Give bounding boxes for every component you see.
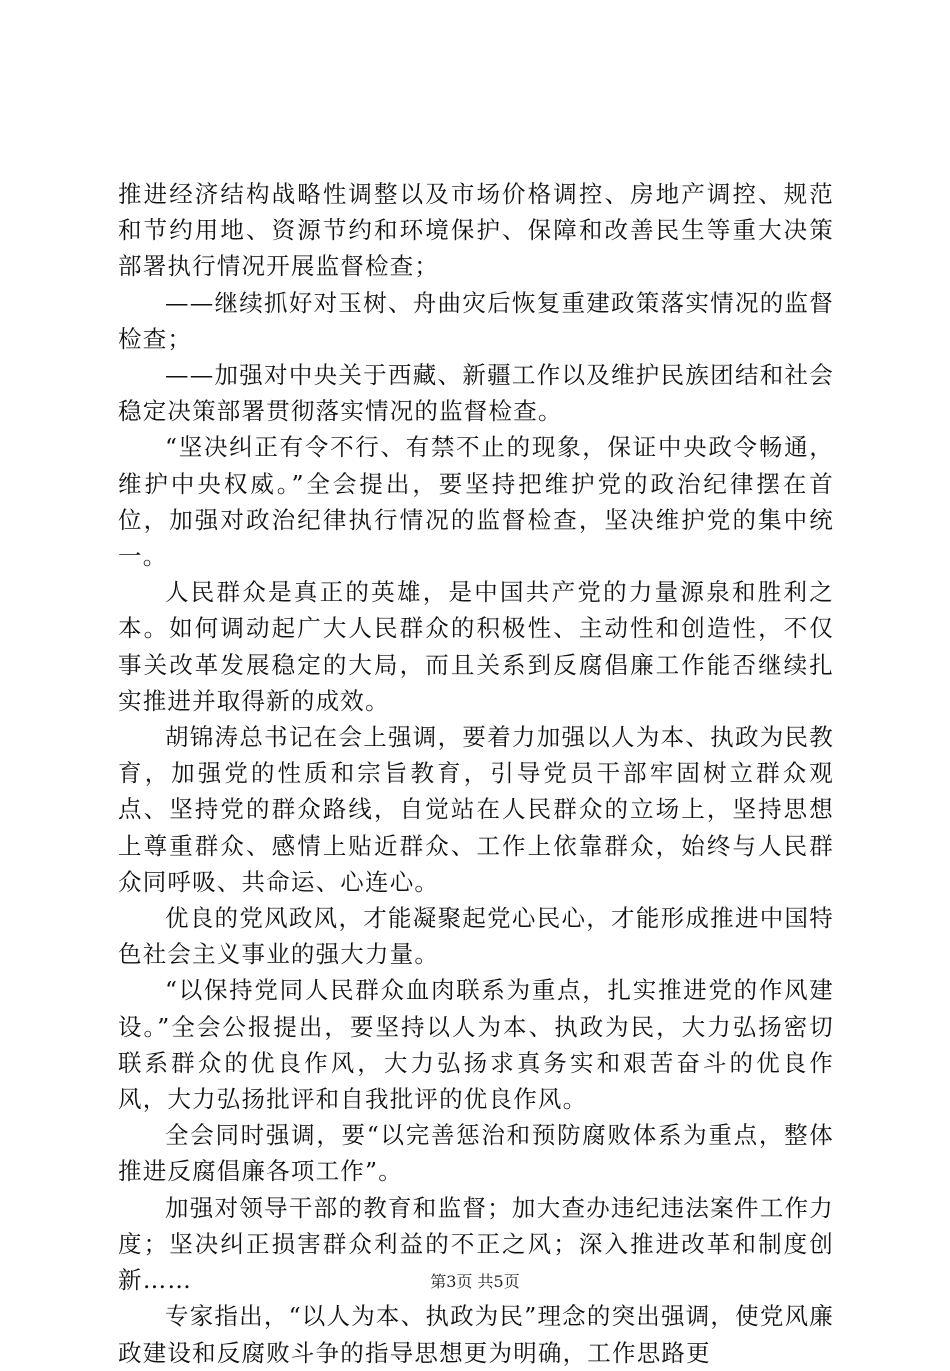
paragraph-item-yushu: ——继续抓好对玉树、舟曲灾后恢复重建政策落实情况的监督检查； <box>118 288 834 353</box>
paragraph: 人民群众是真正的英雄，是中国共产党的力量源泉和胜利之本。如何调动起广大人民群众的积极性、主动性和创造性，不仅事关改革发展稳定的大局，而且关系到反腐倡廉工作能否继续扎实推进并取得新的成效。 <box>118 578 834 715</box>
page-footer <box>0 1272 950 1292</box>
paragraph: 全会同时强调，要“以完善惩治和预防腐败体系为重点，整体推进反腐倡廉各项工作”。 <box>118 1121 834 1186</box>
paragraph: 专家指出，“以人为本、执政为民”理念的突出强调，使党风廉政建设和反腐败斗争的指导思想更为明确，工作思路更 <box>118 1302 834 1367</box>
paragraph: 优良的党风政风，才能凝聚起党心民心，才能形成推进中国特色社会主义事业的强大力量。 <box>118 904 834 969</box>
page-number: 第3页 共5页 <box>430 1272 520 1291</box>
paragraph: 胡锦涛总书记在会上强调，要着力加强以人为本、执政为民教育，加强党的性质和宗旨教育，引导党员干部牢固树立群众观点、坚持党的群众路线，自觉站在人民群众的立场上，坚持思想上尊重群众、感情上贴近群众、工作上依靠群众，始终与人民群众同呼吸、共命运、心连心。 <box>118 723 834 896</box>
document-body <box>118 176 834 1371</box>
paragraph: “坚决纠正有令不行、有禁不止的现象，保证中央政令畅通，维护中央权威。”全会提出，要坚持把维护党的政治纪律摆在首位，加强对政治纪律执行情况的监督检查，坚决维护党的集中统一。 <box>118 433 834 571</box>
paragraph: “以保持党同人民群众血肉联系为重点，扎实推进党的作风建设。”全会公报提出，要坚持以人为本、执政为民，大力弘扬密切联系群众的优良作风，大力弘扬求真务实和艰苦奋斗的优良作风，大力弘扬批评和自我批评的优良作风。 <box>118 976 834 1114</box>
paragraph-continuation: 推进经济结构战略性调整以及市场价格调控、房地产调控、规范和节约用地、资源节约和环境保护、保障和改善民生等重大决策部署执行情况开展监督检查； <box>118 180 834 281</box>
paragraph: 加强对领导干部的教育和监督；加大查办违纪违法案件工作力度；坚决纠正损害群众利益的不正之风；深入推进改革和制度创新…… <box>118 1193 834 1295</box>
paragraph-item-xizang: ——加强对中央关于西藏、新疆工作以及维护民族团结和社会稳定决策部署贯彻落实情况的监督检查。 <box>118 361 834 426</box>
